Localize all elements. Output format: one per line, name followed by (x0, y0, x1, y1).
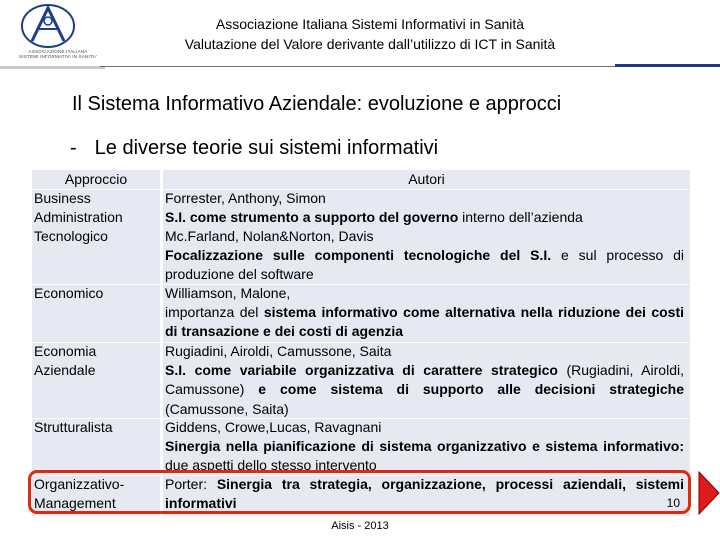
approach-cell (34, 342, 158, 380)
approach-text: Economia (34, 343, 97, 359)
authors-description (165, 303, 684, 341)
approach-text: Tecnologico (34, 228, 108, 244)
description-text: (Camussone, Saita) (165, 400, 289, 417)
authors-cell (165, 284, 684, 342)
description-text: Porter: (165, 476, 217, 492)
approach-text: Administration (34, 209, 123, 226)
next-slide-arrow-icon[interactable] (697, 470, 720, 516)
authors-names: Forrester, Anthony, Simon (165, 190, 326, 206)
authors-names: Giddens, Crowe,Lucas, Ravagnani (165, 419, 382, 435)
authors-names: Rugiadini, Airoldi, Camussone, Saita (165, 343, 392, 359)
description-text: due aspetti dello stesso intervento (165, 457, 377, 474)
authors-cell (165, 189, 684, 227)
authors-cell (165, 418, 684, 476)
authors-description (165, 361, 684, 419)
description-emphasis: S.I. come variabile organizzativa di carattere strategico (165, 362, 558, 379)
authors-names: Williamson, Malone, (165, 285, 291, 301)
subtitle-text: Le diverse teorie sui sistemi informativi (94, 137, 439, 159)
description-emphasis: S.I. come strumento a supporto del governo (165, 209, 459, 226)
logo-text-line1: ASSOCIAZIONE ITALIANA (28, 49, 88, 54)
slide-number: 10 (666, 496, 680, 510)
description-emphasis: Sinergia tra strategia, organizzazione, processi aziendali, sistemi informativi (165, 476, 685, 512)
authors-cell (165, 342, 684, 419)
header-organization: Associazione Italiana Sistemi Informativi in Sanità (215, 16, 525, 32)
approach-text: Management (34, 495, 116, 512)
description-emphasis: sistema informativo come alternativa nella riduzione dei costi di transazione e dei costi di agenzia (165, 304, 685, 340)
authors-cell (165, 227, 684, 285)
header-rule-left (0, 66, 105, 69)
description-text: (Rugiadini, Airoldi, Camussone) (165, 362, 684, 398)
approach-column (32, 170, 160, 516)
authors-description (165, 208, 684, 227)
authors-names: Mc.Farland, Nolan&Norton, Davis (165, 228, 374, 244)
highlight-box (28, 470, 691, 514)
description-emphasis: e come sistema di supporto alle decisioni strategiche (258, 381, 684, 398)
approach-text: Organizzativo- (34, 476, 125, 492)
aisis-logo-icon (8, 3, 98, 65)
column-header-authors: Autori (408, 171, 445, 187)
approach-text: Business (34, 190, 91, 206)
description-text: interno dell’azienda (458, 209, 583, 226)
description-text: importanza del (165, 304, 264, 321)
description-text: e sul processo di produzione del software (165, 247, 684, 283)
description-emphasis: Sinergia nella pianificazione di sistema organizzativo e sistema informativo: (165, 438, 684, 455)
column-header-approach: Approccio (64, 171, 128, 187)
header-rule-right (615, 64, 720, 67)
approach-text: Aziendale (34, 362, 96, 379)
authors-column (163, 170, 690, 516)
header-rule (100, 66, 615, 67)
footer-text: Aisis - 2013 (331, 520, 389, 532)
slide-subtitle (70, 137, 438, 160)
approach-text: Strutturalista (34, 419, 113, 435)
approach-cell (34, 284, 158, 303)
approach-cell (34, 227, 158, 246)
approach-cell (34, 189, 158, 227)
authors-description (165, 246, 684, 284)
approach-cell (34, 418, 158, 437)
subtitle-bullet: - (70, 137, 77, 159)
logo-text-line2: SISTEMI INFORMATIVI IN SANITA' (19, 54, 97, 59)
slide-title: Il Sistema Informativo Aziendale: evoluzione e approcci (72, 93, 562, 115)
approach-text: Economico (34, 285, 104, 301)
description-emphasis: Focalizzazione sulle componenti tecnologiche del S.I. (165, 247, 552, 264)
header-subtitle: Valutazione del Valore derivante dall’utilizzo di ICT in Sanità (184, 36, 556, 52)
